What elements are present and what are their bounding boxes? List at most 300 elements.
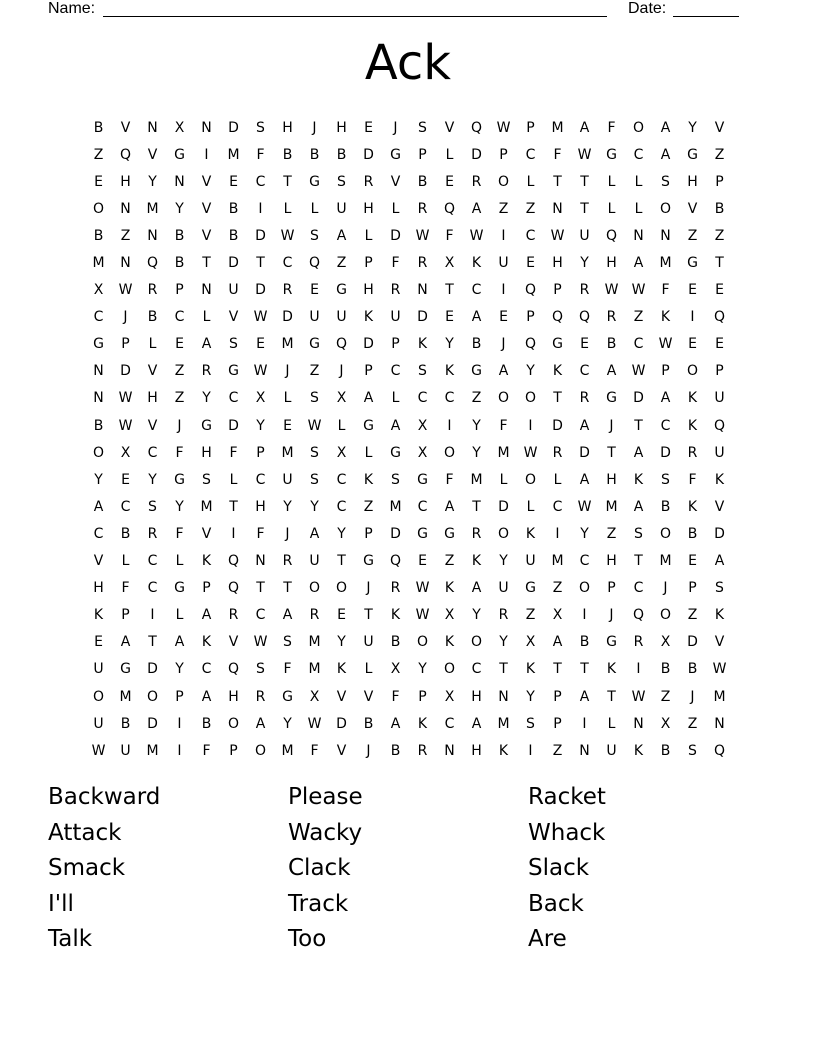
grid-letter: C [633, 336, 644, 353]
grid-letter: U [525, 553, 536, 570]
grid-letter: X [309, 688, 320, 705]
grid-letter: D [363, 146, 374, 163]
grid-letter: D [363, 336, 374, 353]
grid-letter: Z [525, 200, 536, 217]
grid-letter: D [471, 146, 482, 163]
grid-letter: I [555, 525, 560, 542]
grid-letter: E [715, 336, 724, 353]
grid-letter: L [634, 200, 643, 217]
grid-letter: W [631, 688, 646, 705]
grid-letter: U [93, 661, 104, 678]
grid-letter: D [417, 309, 428, 326]
grid-letter: C [390, 363, 401, 380]
grid-letter: U [93, 715, 104, 732]
grid-letter: V [201, 525, 212, 542]
grid-letter: J [285, 363, 290, 380]
grid-letter: Y [94, 471, 103, 488]
grid-letter: Z [525, 607, 536, 624]
grid-letter: B [228, 227, 239, 244]
grid-letter: X [255, 390, 266, 407]
grid-letter: B [201, 715, 212, 732]
grid-letter: N [120, 255, 131, 272]
grid-letter: R [606, 309, 617, 326]
grid-letter: G [228, 363, 239, 380]
grid-letter: W [307, 417, 322, 434]
grid-letter: Q [227, 580, 240, 597]
grid-letter: X [120, 444, 131, 461]
grid-letter: H [471, 688, 482, 705]
grid-letter: R [282, 282, 293, 299]
grid-letter: X [444, 688, 455, 705]
grid-letter: O [227, 715, 240, 732]
grid-letter: G [174, 580, 185, 597]
grid-letter: I [501, 282, 506, 299]
grid-letter: W [280, 227, 295, 244]
grid-letter: N [147, 119, 158, 136]
grid-letter: E [310, 282, 319, 299]
grid-letter: B [93, 119, 104, 136]
grid-letter: D [390, 227, 401, 244]
grid-letter: K [363, 309, 374, 326]
grid-letter: S [256, 119, 265, 136]
grid-letter: H [606, 471, 617, 488]
grid-letter: F [175, 444, 184, 461]
grid-letter: O [686, 363, 699, 380]
grid-letter: A [471, 715, 482, 732]
grid-letter: C [444, 715, 455, 732]
grid-letter: N [714, 715, 725, 732]
grid-letter: Y [202, 390, 211, 407]
grid-letter: P [553, 688, 562, 705]
grid-letter: B [714, 200, 725, 217]
grid-letter: Q [578, 309, 591, 326]
grid-letter: Y [580, 255, 589, 272]
grid-letter: B [471, 336, 482, 353]
grid-letter: W [658, 336, 673, 353]
grid-letter: A [255, 715, 266, 732]
grid-letter: G [363, 553, 374, 570]
grid-letter: T [256, 580, 265, 597]
grid-letter: T [337, 553, 346, 570]
grid-letter: O [659, 607, 672, 624]
grid-letter: U [606, 742, 617, 759]
grid-letter: S [202, 471, 211, 488]
grid-letter: U [309, 309, 320, 326]
grid-letter: Z [633, 309, 644, 326]
grid-letter: F [256, 525, 265, 542]
grid-letter: W [577, 498, 592, 515]
grid-letter: K [417, 336, 428, 353]
word-list-item: Smack [48, 855, 126, 881]
grid-letter: P [553, 282, 562, 299]
grid-letter: H [687, 173, 698, 190]
grid-letter: J [312, 119, 317, 136]
grid-letter: R [255, 688, 266, 705]
grid-letter: G [174, 146, 185, 163]
grid-letter: K [390, 607, 401, 624]
grid-letter: W [307, 715, 322, 732]
grid-letter: E [445, 173, 454, 190]
word-list [48, 780, 768, 958]
grid-letter: Z [687, 607, 698, 624]
grid-letter: J [285, 525, 290, 542]
grid-letter: S [283, 634, 292, 651]
grid-letter: M [389, 498, 402, 515]
grid-letter: Y [310, 498, 319, 515]
word-search-grid [85, 114, 733, 764]
grid-letter: M [281, 444, 294, 461]
grid-row [85, 493, 733, 520]
grid-letter: B [390, 634, 401, 651]
grid-letter: D [660, 444, 671, 461]
grid-letter: S [634, 525, 643, 542]
grid-letter: O [524, 390, 537, 407]
grid-row [85, 304, 733, 331]
grid-letter: T [580, 173, 589, 190]
grid-letter: C [255, 607, 266, 624]
grid-letter: V [147, 146, 158, 163]
grid-letter: S [418, 363, 427, 380]
grid-letter: L [526, 498, 535, 515]
grid-letter: B [660, 742, 671, 759]
grid-letter: K [552, 363, 563, 380]
date-field-line[interactable] [673, 16, 739, 17]
grid-letter: C [93, 309, 104, 326]
grid-letter: R [417, 742, 428, 759]
grid-letter: B [120, 525, 131, 542]
grid-letter: T [553, 661, 562, 678]
grid-letter: F [661, 282, 670, 299]
grid-letter: Y [472, 444, 481, 461]
grid-letter: A [552, 634, 563, 651]
grid-letter: F [202, 742, 211, 759]
grid-letter: N [552, 200, 563, 217]
grid-letter: P [121, 336, 130, 353]
grid-letter: T [472, 498, 481, 515]
grid-letter: F [553, 146, 562, 163]
grid-letter: U [363, 634, 374, 651]
grid-letter: D [228, 119, 239, 136]
grid-letter: Y [526, 688, 535, 705]
grid-letter: V [93, 553, 104, 570]
grid-letter: K [363, 471, 374, 488]
grid-letter: A [471, 580, 482, 597]
grid-letter: H [93, 580, 104, 597]
grid-letter: A [633, 498, 644, 515]
grid-letter: M [308, 634, 321, 651]
grid-letter: X [525, 634, 536, 651]
grid-letter: D [336, 715, 347, 732]
grid-letter: C [579, 363, 590, 380]
grid-letter: G [93, 336, 104, 353]
grid-letter: S [310, 390, 319, 407]
grid-letter: Q [443, 200, 456, 217]
grid-letter: L [607, 173, 616, 190]
grid-letter: B [606, 336, 617, 353]
grid-letter: R [471, 525, 482, 542]
grid-letter: P [364, 255, 373, 272]
grid-letter: P [364, 525, 373, 542]
grid-letter: W [253, 634, 268, 651]
grid-letter: I [231, 525, 236, 542]
grid-letter: Q [227, 553, 240, 570]
grid-letter: D [228, 255, 239, 272]
grid-letter: Y [337, 634, 346, 651]
grid-letter: J [393, 119, 398, 136]
grid-letter: A [309, 525, 320, 542]
grid-letter: J [501, 336, 506, 353]
grid-letter: F [391, 688, 400, 705]
grid-letter: H [363, 282, 374, 299]
grid-letter: V [201, 227, 212, 244]
grid-letter: N [93, 363, 104, 380]
grid-letter: R [579, 282, 590, 299]
grid-letter: K [633, 742, 644, 759]
grid-letter: C [282, 255, 293, 272]
grid-letter: E [499, 309, 508, 326]
grid-letter: S [391, 471, 400, 488]
grid-letter: Z [660, 688, 671, 705]
grid-letter: A [660, 119, 671, 136]
grid-letter: E [715, 282, 724, 299]
word-list-item: Back [528, 890, 584, 917]
grid-letter: G [471, 363, 482, 380]
grid-letter: G [525, 580, 536, 597]
word-list-item: Are [528, 926, 567, 952]
grid-letter: T [229, 498, 238, 515]
grid-letter: M [497, 444, 510, 461]
grid-letter: T [607, 688, 616, 705]
grid-letter: N [417, 282, 428, 299]
grid-letter: N [633, 227, 644, 244]
grid-letter: I [528, 742, 533, 759]
grid-letter: Q [632, 607, 645, 624]
grid-letter: H [336, 119, 347, 136]
grid-letter: K [660, 309, 671, 326]
grid-letter: E [445, 309, 454, 326]
grid-letter: U [120, 742, 131, 759]
grid-letter: B [363, 715, 374, 732]
grid-letter: R [390, 282, 401, 299]
grid-letter: C [417, 498, 428, 515]
grid-letter: V [363, 688, 374, 705]
grid-letter: P [418, 688, 427, 705]
grid-letter: M [659, 553, 672, 570]
grid-letter: A [174, 634, 185, 651]
grid-letter: Y [148, 173, 157, 190]
grid-letter: Z [687, 227, 698, 244]
page-title: Ack [364, 35, 452, 91]
grid-letter: Z [174, 363, 185, 380]
grid-letter: I [150, 607, 155, 624]
grid-row [85, 602, 733, 629]
grid-letter: E [580, 336, 589, 353]
grid-letter: D [147, 715, 158, 732]
grid-letter: O [92, 444, 105, 461]
grid-letter: X [336, 444, 347, 461]
grid-letter: I [258, 200, 263, 217]
grid-letter: D [687, 634, 698, 651]
grid-letter: A [633, 255, 644, 272]
grid-letter: D [147, 661, 158, 678]
grid-letter: T [634, 553, 643, 570]
grid-letter: A [579, 417, 590, 434]
grid-letter: P [121, 607, 130, 624]
grid-letter: H [255, 498, 266, 515]
grid-letter: S [688, 742, 697, 759]
grid-letter: L [337, 417, 346, 434]
grid-row [85, 277, 733, 304]
grid-letter: J [663, 580, 668, 597]
grid-letter: A [606, 363, 617, 380]
name-field-line[interactable] [103, 16, 607, 17]
grid-letter: M [146, 742, 159, 759]
grid-letter: Y [175, 661, 184, 678]
grid-letter: S [715, 580, 724, 597]
grid-letter: V [120, 119, 131, 136]
grid-letter: X [660, 715, 671, 732]
grid-letter: B [309, 146, 320, 163]
grid-letter: H [471, 742, 482, 759]
grid-row [85, 331, 733, 358]
grid-letter: I [528, 417, 533, 434]
grid-row [85, 683, 733, 710]
grid-letter: B [660, 498, 671, 515]
grid-row [85, 656, 733, 683]
grid-letter: I [204, 146, 209, 163]
grid-letter: T [634, 417, 643, 434]
grid-letter: Q [227, 661, 240, 678]
grid-letter: S [256, 661, 265, 678]
grid-letter: L [526, 173, 535, 190]
grid-letter: T [553, 390, 562, 407]
grid-letter: W [118, 390, 133, 407]
grid-letter: C [633, 146, 644, 163]
grid-letter: B [147, 309, 158, 326]
grid-letter: W [604, 282, 619, 299]
grid-letter: Y [337, 525, 346, 542]
grid-letter: B [174, 227, 185, 244]
grid-letter: N [93, 390, 104, 407]
grid-letter: A [201, 336, 212, 353]
grid-letter: Z [363, 498, 374, 515]
grid-letter: L [148, 336, 157, 353]
grid-letter: K [201, 634, 212, 651]
grid-letter: L [202, 309, 211, 326]
grid-letter: E [175, 336, 184, 353]
grid-letter: Z [687, 715, 698, 732]
grid-row [85, 520, 733, 547]
grid-letter: L [283, 200, 292, 217]
grid-letter: O [443, 444, 456, 461]
grid-letter: A [390, 715, 401, 732]
grid-letter: P [364, 363, 373, 380]
grid-letter: Z [714, 227, 725, 244]
grid-letter: L [391, 200, 400, 217]
grid-letter: A [120, 634, 131, 651]
grid-letter: D [228, 417, 239, 434]
grid-letter: J [339, 363, 344, 380]
grid-row [85, 575, 733, 602]
grid-row [85, 629, 733, 656]
grid-letter: F [175, 525, 184, 542]
grid-letter: D [120, 363, 131, 380]
grid-letter: C [417, 390, 428, 407]
grid-letter: U [309, 553, 320, 570]
grid-letter: Z [552, 742, 563, 759]
grid-letter: U [336, 309, 347, 326]
grid-letter: U [579, 227, 590, 244]
grid-letter: G [606, 390, 617, 407]
grid-letter: J [123, 309, 128, 326]
grid-row [85, 195, 733, 222]
grid-letter: U [714, 390, 725, 407]
grid-letter: P [256, 444, 265, 461]
grid-letter: S [229, 336, 238, 353]
grid-row [85, 710, 733, 737]
grid-letter: C [660, 417, 671, 434]
word-list-item: Too [288, 926, 327, 952]
grid-row [85, 168, 733, 195]
word-list-item: Attack [48, 819, 122, 846]
grid-letter: T [715, 255, 724, 272]
grid-letter: P [688, 580, 697, 597]
grid-letter: Y [418, 661, 427, 678]
grid-letter: N [660, 227, 671, 244]
grid-letter: S [661, 173, 670, 190]
grid-letter: T [445, 282, 454, 299]
grid-letter: W [631, 363, 646, 380]
grid-letter: Z [174, 390, 185, 407]
grid-letter: O [416, 634, 429, 651]
grid-letter: M [605, 498, 618, 515]
grid-letter: D [390, 525, 401, 542]
grid-letter: T [364, 607, 373, 624]
grid-letter: Q [146, 255, 159, 272]
grid-letter: G [390, 146, 401, 163]
grid-row [85, 385, 733, 412]
grid-letter: Q [605, 227, 618, 244]
grid-letter: G [309, 173, 320, 190]
word-list-item: Whack [528, 819, 606, 846]
grid-letter: E [283, 417, 292, 434]
grid-letter: G [390, 444, 401, 461]
grid-letter: O [92, 200, 105, 217]
grid-letter: G [687, 146, 698, 163]
grid-letter: R [633, 634, 644, 651]
grid-letter: O [92, 688, 105, 705]
grid-letter: W [415, 580, 430, 597]
grid-letter: T [283, 173, 292, 190]
grid-letter: L [445, 146, 454, 163]
grid-letter: C [471, 661, 482, 678]
grid-letter: W [118, 417, 133, 434]
grid-letter: C [444, 390, 455, 407]
grid-letter: K [525, 525, 536, 542]
grid-letter: H [363, 200, 374, 217]
grid-letter: W [631, 282, 646, 299]
grid-row [85, 439, 733, 466]
grid-letter: G [309, 336, 320, 353]
grid-letter: X [336, 390, 347, 407]
grid-letter: K [714, 607, 725, 624]
grid-letter: S [148, 498, 157, 515]
grid-letter: D [255, 282, 266, 299]
grid-letter: K [444, 580, 455, 597]
grid-letter: Q [551, 309, 564, 326]
grid-letter: K [444, 363, 455, 380]
grid-letter: J [609, 607, 614, 624]
